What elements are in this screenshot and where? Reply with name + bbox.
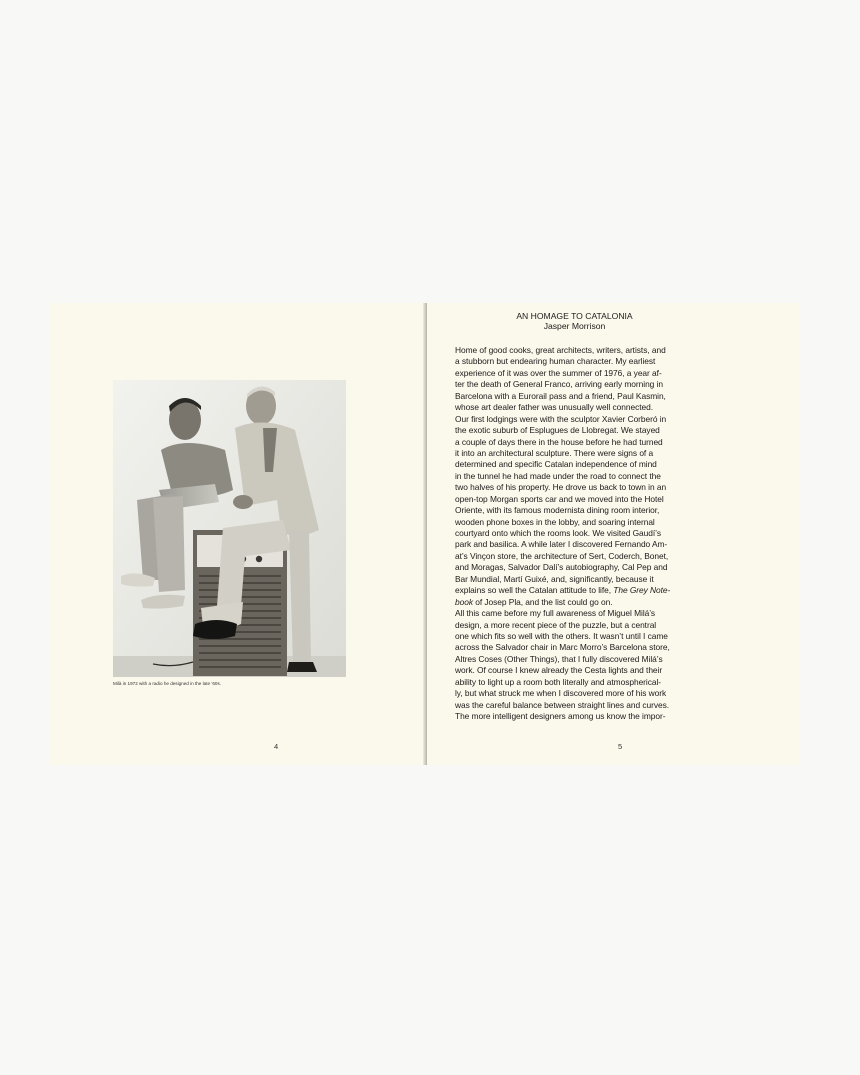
text-line: Bar Mundial, Martí Guixé, and, significantly, because it	[455, 573, 654, 584]
text-line: two halves of his property. He drove us back to town in an	[455, 482, 667, 493]
text-line: experience of it was over the summer of 1976, a year af-	[455, 367, 662, 378]
text-line: ly, but what struck me when I discovered more of his work	[455, 688, 667, 699]
text-line: All this came before my full awareness of Miguel Milá’s	[455, 608, 656, 619]
text-line-end: of Josep Pla, and the list could go on.	[472, 596, 613, 607]
body-text	[455, 345, 705, 722]
text-line: in the tunnel he had made under the road to connect the	[455, 470, 661, 481]
text-line: across the Salvador chair in Marc Morro’s Barcelona store,	[455, 642, 670, 653]
text-line: The more intelligent designers among us know the impor-	[455, 711, 666, 721]
text-line: Oriente, with its famous modernista dining room interior,	[455, 505, 660, 516]
right-page	[427, 303, 800, 765]
text-line: at’s Vinçon store, the architecture of Sert, Coderch, Bonet,	[455, 550, 669, 561]
text-line: Our first lodgings were with the sculptor Xavier Corberó in	[455, 413, 667, 424]
left-page	[50, 303, 425, 765]
text-line: Barcelona with a Eurorail pass and a friend, Paul Kasmin,	[455, 390, 666, 401]
text-line: a stubborn but endearing human character. My earliest	[455, 356, 656, 367]
book-title-italic-end: book	[455, 596, 473, 607]
text-line-start: explains so well the Catalan attitude to life,	[455, 585, 614, 596]
text-line: courtyard onto which the rooms look. We visited Gaudí’s	[455, 528, 661, 538]
photo-caption: Milà in 1972 with a radio he designed in the late ’60s.	[113, 681, 222, 686]
text-line: open-top Morgan sports car and we moved into the Hotel	[455, 493, 664, 504]
book-title-italic: The Grey Note-	[613, 585, 671, 596]
text-line: was the careful balance between straight lines and curves.	[455, 699, 670, 710]
text-line: ter the death of General Franco, arriving early morning in	[455, 379, 663, 390]
text-line: a couple of days there in the house before he had turned	[455, 436, 663, 447]
text-line: ability to light up a room both literally and atmospherical-	[455, 676, 662, 687]
text-line	[455, 585, 705, 596]
photograph	[113, 380, 346, 677]
text-line: design, a more recent piece of the puzzle, but a central	[455, 619, 657, 630]
text-line: and Moragas, Salvador Dalí’s autobiography, Cal Pep and	[455, 562, 668, 573]
book-spread	[50, 303, 800, 765]
text-line: the exotic suburb of Esplugues de Llobregat. We stayed	[455, 425, 660, 436]
text-line	[455, 597, 705, 608]
chapter-title: AN HOMAGE TO CATALONIA	[516, 311, 633, 321]
text-line: work. Of course I knew already the Cesta lights and their	[455, 665, 663, 676]
text-line: park and basilica. A while later I discovered Fernando Am-	[455, 539, 668, 550]
page-number-right: 5	[618, 742, 623, 751]
text-line: one which fits so well with the others. It wasn’t until I came	[455, 630, 668, 641]
page-number-left: 4	[274, 742, 279, 751]
text-line: determined and specific Catalan independence of mind	[455, 459, 657, 470]
text-line: wooden phone boxes in the lobby, and soaring internal	[455, 516, 655, 527]
text-line: Home of good cooks, great architects, writers, artists, and	[455, 345, 666, 355]
chapter-author: Jasper Morrison	[543, 321, 606, 332]
chapter-heading	[513, 311, 636, 332]
text-line: whose art dealer father was unusually well connected.	[455, 402, 653, 413]
text-line: it into an architectural sculpture. There were signs of a	[455, 447, 654, 458]
text-line: Altres Coses (Other Things), that I fully discovered Milá’s	[455, 653, 663, 664]
